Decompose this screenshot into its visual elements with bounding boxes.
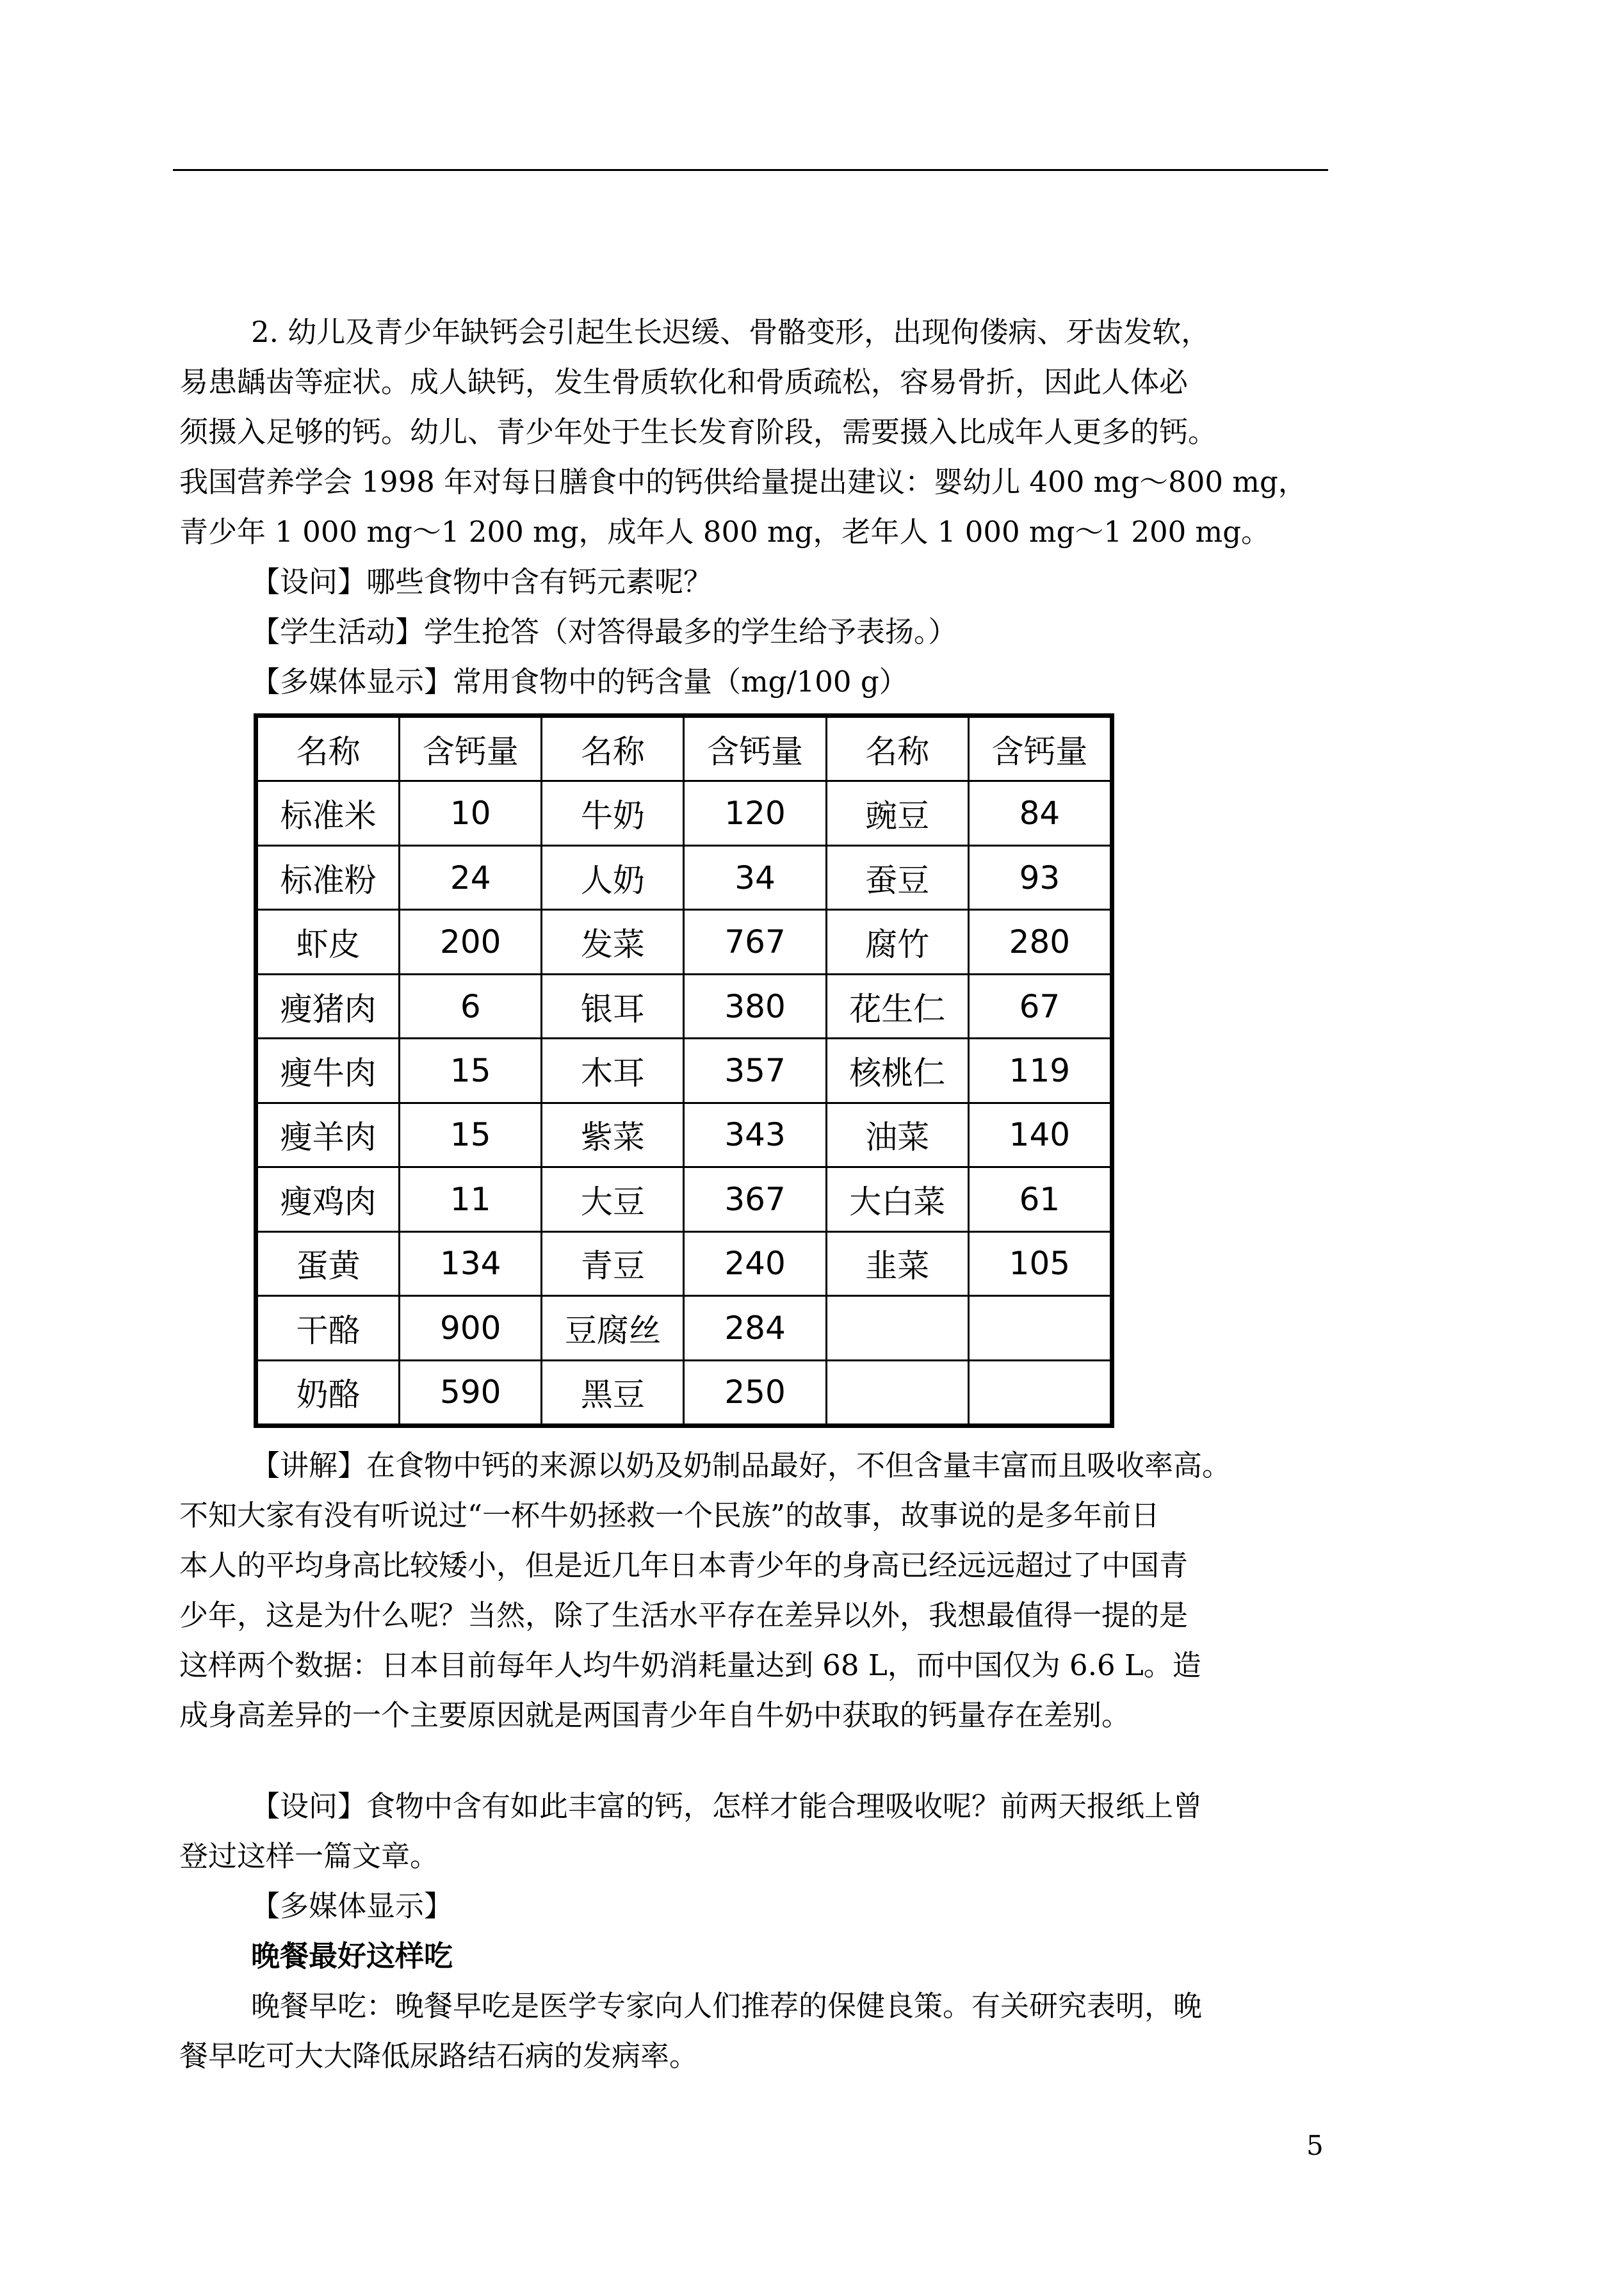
question-1: 【设问】哪些食物中含有钙元素呢？ [251, 565, 713, 599]
calcium-value-cell: 34 [684, 845, 826, 909]
calcium-value-cell: 15 [400, 1103, 542, 1167]
food-name-cell: 大豆 [542, 1167, 684, 1231]
calcium-value-cell: 250 [684, 1360, 826, 1424]
table-row [257, 845, 1111, 909]
calcium-value-cell: 767 [684, 910, 826, 974]
calcium-value-cell: 84 [968, 781, 1110, 845]
food-name-cell: 花生仁 [826, 974, 968, 1038]
calcium-value-cell: 6 [400, 974, 542, 1038]
food-name-cell: 虾皮 [257, 910, 400, 974]
calcium-value-cell: 119 [968, 1039, 1110, 1103]
food-name-cell: 瘦牛肉 [257, 1039, 400, 1103]
text-line: 易患龋齿等症状。成人缺钙，发生骨质软化和骨质疏松，容易骨折，因此人体必 [179, 365, 1189, 399]
calcium-value-cell [968, 1296, 1110, 1360]
calcium-value-cell: 24 [400, 845, 542, 909]
text-line: 少年，这是为什么呢？当然，除了生活水平存在差异以外，我想最值得一提的是 [179, 1598, 1189, 1632]
article-title: 晚餐最好这样吃 [251, 1939, 453, 1973]
food-name-cell: 标准粉 [257, 845, 400, 909]
table-row [257, 910, 1111, 974]
calcium-value-cell: 280 [968, 910, 1110, 974]
calcium-value-cell: 11 [400, 1167, 542, 1231]
food-name-cell: 腐竹 [826, 910, 968, 974]
food-name-cell: 韭菜 [826, 1231, 968, 1295]
calcium-value-cell: 590 [400, 1360, 542, 1424]
food-name-cell: 黑豆 [542, 1360, 684, 1424]
food-name-cell: 银耳 [542, 974, 684, 1038]
table-row [257, 1296, 1111, 1360]
calcium-value-cell: 140 [968, 1103, 1110, 1167]
text-line: 登过这样一篇文章。 [179, 1839, 439, 1873]
food-name-cell: 紫菜 [542, 1103, 684, 1167]
calcium-value-cell: 357 [684, 1039, 826, 1103]
text-line: 晚餐早吃：晚餐早吃是医学专家向人们推荐的保健良策。有关研究表明，晚 [251, 1989, 1203, 2023]
paragraph-explanation [179, 1441, 1345, 1740]
food-name-cell: 蚕豆 [826, 845, 968, 909]
table-row [257, 1103, 1111, 1167]
table-row [257, 1360, 1111, 1424]
table-row [257, 1167, 1111, 1231]
table-row [257, 974, 1111, 1038]
calcium-value-cell: 900 [400, 1296, 542, 1360]
header-rule [173, 169, 1328, 171]
header-cell: 名称 [826, 717, 968, 781]
calcium-value-cell [968, 1360, 1110, 1424]
food-name-cell: 蛋黄 [257, 1231, 400, 1295]
text-line: 餐早吃可大大降低尿路结石病的发病率。 [179, 2039, 699, 2073]
table-row [257, 781, 1111, 845]
calcium-value-cell: 367 [684, 1167, 826, 1231]
calcium-value-cell: 105 [968, 1231, 1110, 1295]
food-name-cell: 核桃仁 [826, 1039, 968, 1103]
calcium-value-cell: 15 [400, 1039, 542, 1103]
food-name-cell: 发菜 [542, 910, 684, 974]
text-line: 成身高差异的一个主要原因就是两国青少年自牛奶中获取的钙量存在差别。 [179, 1698, 1131, 1732]
paragraph-calcium-deficiency [179, 307, 1345, 707]
calcium-value-cell: 380 [684, 974, 826, 1038]
food-name-cell: 人奶 [542, 845, 684, 909]
text-line: 【设问】食物中含有如此丰富的钙，怎样才能合理吸收呢？前两天报纸上曾 [251, 1789, 1203, 1823]
text-line: 本人的平均身高比较矮小，但是近几年日本青少年的身高已经远远超过了中国青 [179, 1548, 1189, 1582]
food-name-cell: 大白菜 [826, 1167, 968, 1231]
table-header-row [257, 717, 1111, 781]
food-name-cell: 豆腐丝 [542, 1296, 684, 1360]
text-line: 须摄入足够的钙。幼儿、青少年处于生长发育阶段，需要摄入比成年人更多的钙。 [179, 415, 1217, 449]
calcium-value-cell: 343 [684, 1103, 826, 1167]
food-name-cell [826, 1360, 968, 1424]
multimedia-label: 【多媒体显示】 [251, 1889, 453, 1923]
food-name-cell: 木耳 [542, 1039, 684, 1103]
calcium-value-cell: 67 [968, 974, 1110, 1038]
food-name-cell: 瘦猪肉 [257, 974, 400, 1038]
page-number: 5 [1306, 2130, 1324, 2161]
text-line: 不知大家有没有听说过“一杯牛奶拯救一个民族”的故事，故事说的是多年前日 [179, 1498, 1160, 1532]
food-name-cell [826, 1296, 968, 1360]
calcium-value-cell: 120 [684, 781, 826, 845]
header-cell: 含钙量 [400, 717, 542, 781]
text-line: 我国营养学会 1998 年对每日膳食中的钙供给量提出建议：婴幼儿 400 mg～800 mg， [179, 465, 1307, 499]
calcium-value-cell: 61 [968, 1167, 1110, 1231]
header-cell: 名称 [542, 717, 684, 781]
calcium-value-cell: 200 [400, 910, 542, 974]
food-name-cell: 标准米 [257, 781, 400, 845]
text-line: 2. 幼儿及青少年缺钙会引起生长迟缓、骨骼变形，出现佝偻病、牙齿发软， [251, 315, 1210, 349]
text-line: 【讲解】在食物中钙的来源以奶及奶制品最好，不但含量丰富而且吸收率高。 [251, 1448, 1231, 1482]
text-line: 这样两个数据：日本目前每年人均牛奶消耗量达到 68 L，而中国仅为 6.6 L。造 [179, 1648, 1201, 1682]
calcium-value-cell: 134 [400, 1231, 542, 1295]
text-line: 青少年 1 000 mg～1 200 mg，成年人 800 mg，老年人 1 000 mg～1 200 mg。 [179, 515, 1271, 549]
header-cell: 名称 [257, 717, 400, 781]
table-row [257, 1039, 1111, 1103]
food-name-cell: 牛奶 [542, 781, 684, 845]
calcium-value-cell: 240 [684, 1231, 826, 1295]
header-cell: 含钙量 [968, 717, 1110, 781]
food-name-cell: 豌豆 [826, 781, 968, 845]
student-activity: 【学生活动】学生抢答（对答得最多的学生给予表扬。） [251, 615, 957, 649]
header-cell: 含钙量 [684, 717, 826, 781]
food-name-cell: 青豆 [542, 1231, 684, 1295]
calcium-value-cell: 10 [400, 781, 542, 845]
food-name-cell: 瘦鸡肉 [257, 1167, 400, 1231]
calcium-value-cell: 284 [684, 1296, 826, 1360]
food-name-cell: 油菜 [826, 1103, 968, 1167]
food-name-cell: 瘦羊肉 [257, 1103, 400, 1167]
calcium-content-table [254, 713, 1114, 1428]
table-row [257, 1231, 1111, 1295]
paragraph-question-2 [179, 1781, 1345, 2081]
food-name-cell: 干酪 [257, 1296, 400, 1360]
food-name-cell: 奶酪 [257, 1360, 400, 1424]
calcium-value-cell: 93 [968, 845, 1110, 909]
multimedia-caption: 【多媒体显示】常用食物中的钙含量（mg/100 g） [251, 665, 908, 699]
